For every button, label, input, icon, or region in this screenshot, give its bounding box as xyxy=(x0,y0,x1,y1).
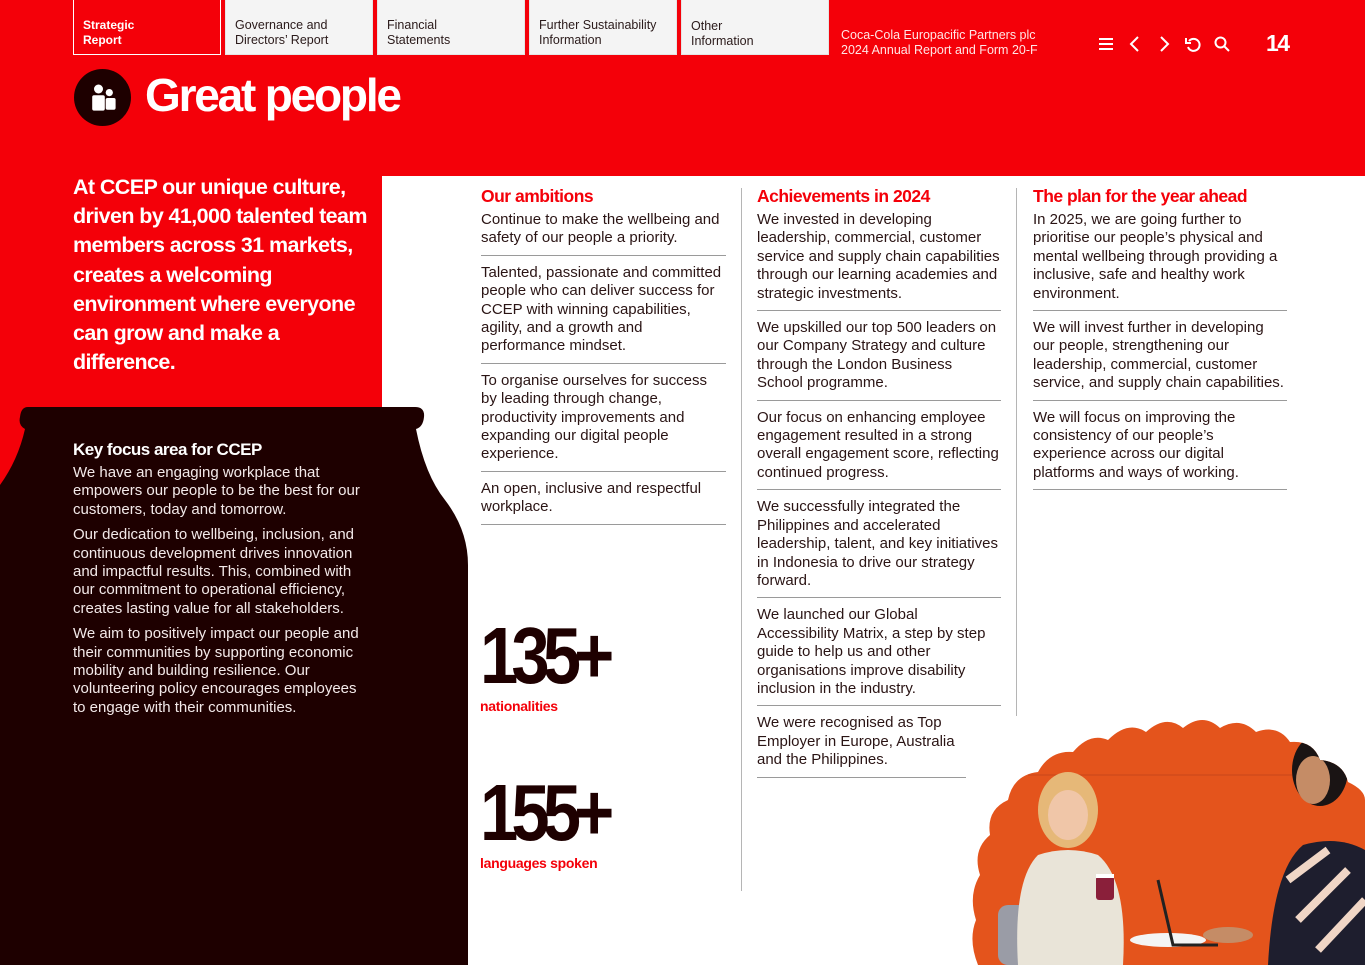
report-name xyxy=(841,28,1038,57)
back-icon[interactable] xyxy=(1183,33,1203,55)
plan-heading: The plan for the year ahead xyxy=(1033,186,1248,206)
tab-label-line: Further Sustainability xyxy=(539,18,657,32)
focus-paragraph: We have an engaging workplace that empowers our people to be the best for our customers, today and tomorrow. xyxy=(73,464,360,518)
previous-page-icon[interactable] xyxy=(1125,33,1145,55)
focus-paragraph: We aim to positively impact our people and their communities by supporting economic mobility and building resilience. Our volunteering policy encourages employees to engage with their communities. xyxy=(73,625,359,716)
tab-further-sustainability[interactable] xyxy=(529,0,677,55)
stat-languages xyxy=(480,768,628,871)
plan-item: We will focus on improving the consistency of our people’s experience across our digital platforms and ways of working. xyxy=(1033,409,1287,491)
tab-other-information[interactable] xyxy=(681,0,829,55)
tab-label-line: Statements xyxy=(387,32,451,47)
page-navigation xyxy=(1096,33,1232,55)
tab-label-line: Directors’ Report xyxy=(235,32,329,47)
stat-label: languages spoken xyxy=(480,855,598,871)
focus-paragraph: Our dedication to wellbeing, inclusion, and continuous development drives innovation and impactful results. This, combined with our commitment to operational efficiency, creates lasting value for all stakeholders. xyxy=(73,526,355,617)
stat-nationalities xyxy=(480,611,628,714)
intro-statement: At CCEP our unique culture, driven by 41,000 talented team members across 31 markets, creates a welcoming environment where everyone can grow and make a difference. xyxy=(73,175,367,375)
stat-label: nationalities xyxy=(480,698,558,714)
achievement-item: We successfully integrated the Philippines and accelerated leadership, talent, and key initiatives in Indonesia to drive our strategy forward. xyxy=(757,498,1001,598)
tab-financial-statements[interactable] xyxy=(377,0,525,55)
tab-label-line: Other xyxy=(691,19,723,33)
plan-column xyxy=(1033,186,1287,498)
menu-icon[interactable] xyxy=(1096,33,1116,55)
ambition-item: An open, inclusive and respectful workplace. xyxy=(481,480,726,525)
ambitions-heading: Our ambitions xyxy=(481,186,594,206)
team-photo xyxy=(968,650,1365,965)
stat-value: 155+ xyxy=(480,768,608,857)
key-focus-area xyxy=(73,440,363,724)
tab-label-line: Strategic xyxy=(83,18,135,32)
plan-item: In 2025, we are going further to prioritise our people’s physical and mental wellbeing through providing a inclusive, safe and healthy work environment. xyxy=(1033,211,1287,311)
column-divider xyxy=(1016,188,1017,716)
tab-label-line: Information xyxy=(691,33,754,48)
tab-strategic-report[interactable] xyxy=(73,0,221,55)
achievement-item: We invested in developing leadership, commercial, customer service and supply chain capabilities through our learning academies and strategic investments. xyxy=(757,211,1001,311)
stat-value: 135+ xyxy=(480,611,608,700)
achievement-item: We launched our Global Accessibility Matrix, a step by step guide to help us and other organisations improve disability inclusion in the industry. xyxy=(757,606,1001,706)
focus-heading: Key focus area for CCEP xyxy=(73,440,262,459)
ambitions-column xyxy=(481,186,726,533)
next-page-icon[interactable] xyxy=(1154,33,1174,55)
search-icon[interactable] xyxy=(1212,33,1232,55)
achievement-item: We were recognised as Top Employer in Europe, Australia and the Philippines. xyxy=(757,714,966,777)
tab-label-line: Financial xyxy=(387,18,438,32)
page-number: 14 xyxy=(1266,30,1289,56)
company-name: Coca-Cola Europacific Partners plc xyxy=(841,28,1036,42)
achievements-heading: Achievements in 2024 xyxy=(757,186,930,206)
tab-label-line: Report xyxy=(83,32,122,47)
achievements-column xyxy=(757,186,1001,786)
achievement-item: Our focus on enhancing employee engagement resulted in a strong overall engagement score, reflecting continued progress. xyxy=(757,409,1001,491)
report-title: 2024 Annual Report and Form 20-F xyxy=(841,42,1038,57)
people-icon xyxy=(74,69,131,126)
ambition-item: Talented, passionate and committed people who can deliver success for CCEP with winning capabilities, agility, and a growth and performance mindset. xyxy=(481,264,726,364)
page-title: Great people xyxy=(145,69,400,121)
column-divider xyxy=(741,188,742,891)
section-tabs xyxy=(73,0,829,55)
tab-label-line: Information xyxy=(539,32,602,47)
ambition-item: To organise ourselves for success by leading through change, productivity improvements and expanding our digital people experience. xyxy=(481,372,726,472)
ambition-item: Continue to make the wellbeing and safety of our people a priority. xyxy=(481,211,726,256)
tab-governance[interactable] xyxy=(225,0,373,55)
plan-item: We will invest further in developing our people, strengthening our leadership, commercial, customer service, and supply chain capabilities. xyxy=(1033,319,1287,401)
tab-label-line: Governance and xyxy=(235,18,328,32)
achievement-item: We upskilled our top 500 leaders on our Company Strategy and culture through the London Business School programme. xyxy=(757,319,1001,401)
